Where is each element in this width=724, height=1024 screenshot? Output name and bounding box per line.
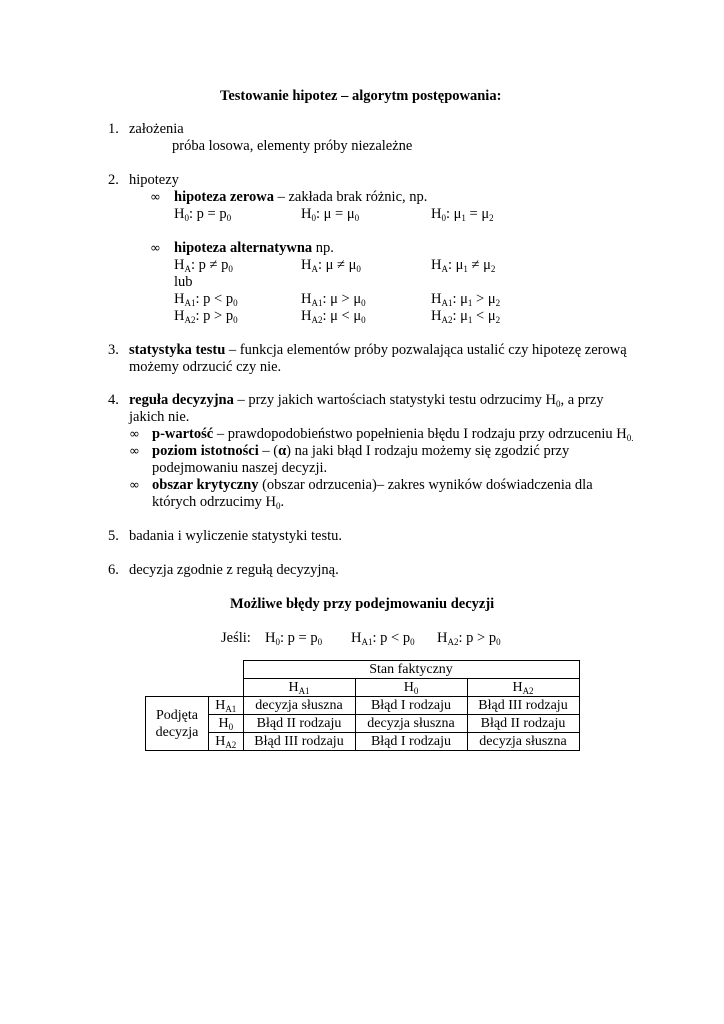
column-header: $H_{A2}$ (467, 679, 579, 697)
row-header: $H_{A1}$ (209, 697, 244, 715)
section-4-number: 4. (108, 392, 119, 408)
bullet-icon: ∞ (129, 427, 140, 442)
table-cell: decyzja słuszna (355, 715, 467, 733)
section-3-line-2: możemy odrzucić czy nie. (129, 359, 282, 375)
section-4-line-2: jakich nie. (129, 409, 190, 425)
table-row (146, 679, 580, 697)
table-cell: Błąd III rodzaju (243, 733, 355, 751)
h0-example-3: $H_0$: $\mu_1 = \mu_2$ (431, 206, 494, 223)
column-header: $H_{A1}$ (243, 679, 355, 697)
row-header: $H_0$ (209, 715, 244, 733)
significance-level-definition: poziom istotności – (α) na jaki błąd I rodzaju możemy się zgodzić przy (152, 443, 570, 459)
podjeta-decyzja-label: Podjęta decyzja (146, 697, 209, 751)
section-2-number: 2. (108, 172, 119, 188)
ha1-example-1: $H_{A1}$: $p < p_0$ (174, 291, 238, 308)
bullet-icon: ∞ (150, 190, 161, 205)
table-cell: Błąd II rodzaju (243, 715, 355, 733)
ha2-example-1: $H_{A2}$: $p > p_0$ (174, 308, 238, 325)
section-5-number: 5. (108, 528, 119, 544)
table-cell: Błąd III rodzaju (467, 697, 579, 715)
h0-definition: hipoteza zerowa – zakłada brak różnic, np. (174, 189, 428, 205)
lub-text: lub (174, 274, 193, 290)
table-cell: decyzja słuszna (467, 733, 579, 751)
significance-level-line-2: podejmowaniu naszej decyzji. (152, 460, 328, 476)
critical-region-line-2: których odrzucimy $H_0$. (152, 494, 285, 511)
row-header: $H_{A2}$ (209, 733, 244, 751)
table-cell: decyzja słuszna (243, 697, 355, 715)
ha1-example-2: $H_{A1}$: $\mu > \mu_0$ (301, 291, 366, 308)
table-cell: Błąd II rodzaju (467, 715, 579, 733)
ha-example-3: $H_A$: $\mu_1 \ne \mu_2$ (431, 257, 496, 274)
jesli-h0: $H_0$: $p = p_0$ (265, 630, 323, 647)
ha1-example-3: $H_{A1}$: $\mu_1 > \mu_2$ (431, 291, 501, 308)
decision-errors-table (145, 660, 580, 751)
table-row (146, 733, 580, 751)
column-header: $H_0$ (355, 679, 467, 697)
section-6-number: 6. (108, 562, 119, 578)
section-2-label: hipotezy (129, 172, 179, 188)
jesli-ha1: $H_{A1}$: $p < p_0$ (351, 630, 415, 647)
section-6-text: decyzja zgodnie z regułą decyzyjną. (129, 562, 339, 578)
h0-example-1: $H_0$: $p = p_0$ (174, 206, 232, 223)
bullet-icon: ∞ (129, 444, 140, 459)
section-1-text: próba losowa, elementy próby niezależne (172, 138, 413, 154)
stan-faktyczny-header: Stan faktyczny (243, 661, 579, 679)
table-cell: Błąd I rodzaju (355, 733, 467, 751)
jesli-ha2: $H_{A2}$: $p > p_0$ (437, 630, 501, 647)
bullet-icon: ∞ (150, 241, 161, 256)
section-4-line-1: reguła decyzyjna – przy jakich wartościach statystyki testu odrzucimy $H_0$, a przy (129, 392, 604, 409)
jesli-label: Jeśli: (221, 630, 251, 646)
ha-example-1: $H_A$: $p \ne p_0$ (174, 257, 233, 274)
ha2-example-3: $H_{A2}$: $\mu_1 < \mu_2$ (431, 308, 501, 325)
section-3-line-1: statystyka testu – funkcja elementów próby pozwalająca ustalić czy hipotezę zerową (129, 342, 627, 358)
ha2-example-2: $H_{A2}$: $\mu < \mu_0$ (301, 308, 366, 325)
p-value-definition: p-wartość – prawdopodobieństwo popełnienia błędu I rodzaju przy odrzuceniu $H_{0.}$ (152, 426, 634, 443)
ha-definition: hipoteza alternatywna np. (174, 240, 334, 256)
ha-example-2: $H_A$: $\mu \ne \mu_0$ (301, 257, 361, 274)
table-row (146, 715, 580, 733)
table-row (146, 661, 580, 679)
table-row (146, 697, 580, 715)
section-3-number: 3. (108, 342, 119, 358)
page-title: Testowanie hipotez – algorytm postępowania: (220, 88, 502, 104)
section-1-label: założenia (129, 121, 184, 137)
errors-title: Możliwe błędy przy podejmowaniu decyzji (230, 596, 495, 612)
critical-region-definition: obszar krytyczny (obszar odrzucenia)– zakres wyników doświadczenia dla (152, 477, 593, 493)
table-cell: Błąd I rodzaju (355, 697, 467, 715)
h0-example-2: $H_0$: $\mu = \mu_0$ (301, 206, 360, 223)
section-1-number: 1. (108, 121, 119, 137)
section-5-text: badania i wyliczenie statystyki testu. (129, 528, 343, 544)
bullet-icon: ∞ (129, 478, 140, 493)
